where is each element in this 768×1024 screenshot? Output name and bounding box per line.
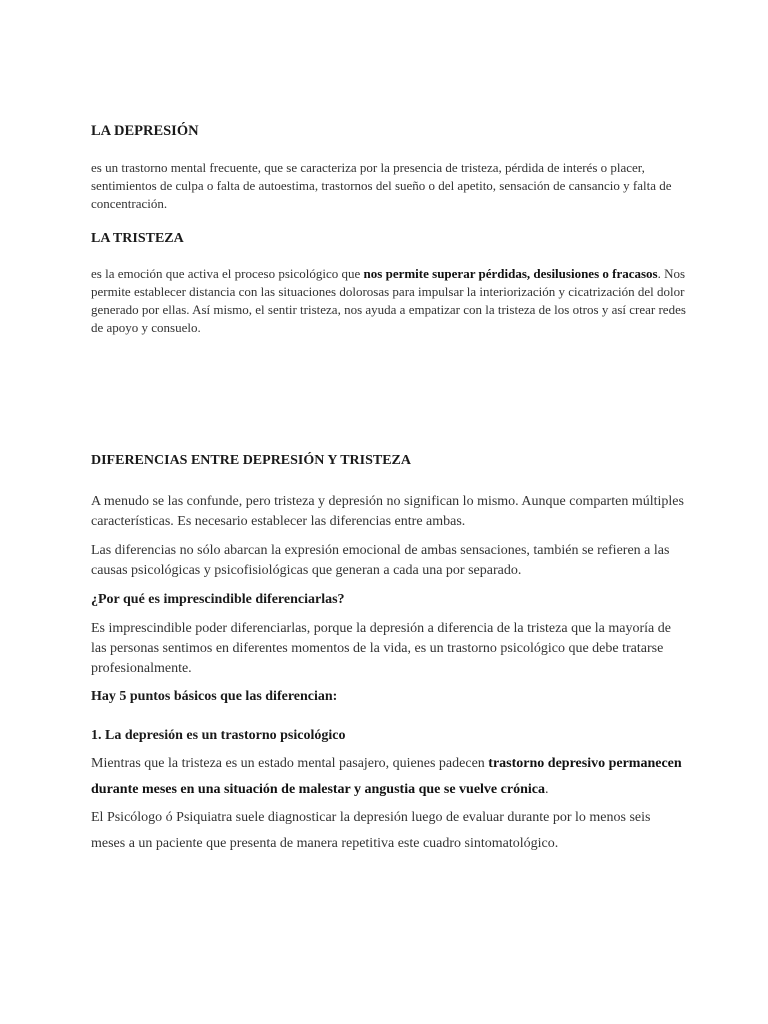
paragraph-tristeza [91, 265, 686, 337]
tristeza-text-end: . Nos permite establecer distancia con las situaciones dolorosas para impulsar la interiorización y cicatrización del dolor generado por ellas. Así mismo, el sentir tristeza, nos ayuda a empatizar con la tristeza de los otros y así crear redes de apoyo y consuelo. [91, 266, 686, 335]
point-1-text-end: . [544, 782, 549, 797]
paragraph-depresion: es un trastorno mental frecuente, que se caracteriza por la presencia de tristeza, pérdida de interés o placer, sentimientos de culpa o falta de autoestima, trastornos del sueño o del apetito, sensación de cansancio y falta de concentración. [91, 160, 672, 211]
heading-diferencias: DIFERENCIAS ENTRE DEPRESIÓN Y TRISTEZA [91, 453, 412, 468]
point-1-paragraph-2: El Psicólogo ó Psiquiatra suele diagnosticar la depresión luego de evaluar durante por lo menos seis meses a un paciente que presenta de manera repetitiva este cuadro sintomatológico. [91, 810, 651, 851]
point-1-text-start: Mientras que la tristeza es un estado mental pasajero, quienes padecen [91, 756, 489, 771]
tristeza-bold-text: nos permite superar pérdidas, desilusiones o fracasos [363, 266, 658, 281]
heading-tristeza: LA TRISTEZA [91, 231, 184, 246]
points-heading: Hay 5 puntos básicos que las diferencian: [91, 689, 338, 704]
paragraph-diferencias-1: A menudo se las confunde, pero tristeza y depresión no significan lo mismo. Aunque comparten múltiples características. Es necesario establecer las diferencias entre ambas. [91, 494, 684, 529]
paragraph-diferencias-2: Las diferencias no sólo abarcan la expresión emocional de ambas sensaciones, también se refieren a las causas psicológicas y psicofisiológicas que generan a cada una por separado. [91, 543, 670, 578]
paragraph-diferencias-3: Es imprescindible poder diferenciarlas, porque la depresión a diferencia de la tristeza que la mayoría de las personas sentimos en diferentes momentos de la vida, es un trastorno psicológico que debe tratarse profesionalmente. [91, 621, 671, 676]
point-1-bold-text: trastorno depresivo permanecen durante meses en una situación de malestar y angustia que se vuelve crónica [91, 756, 682, 797]
heading-depresion: LA DEPRESIÓN [91, 123, 199, 139]
tristeza-text-start: es la emoción que activa el proceso psicológico que [91, 266, 364, 281]
point-1-heading: 1. La depresión es un trastorno psicológico [91, 728, 346, 743]
point-1-paragraph [91, 751, 686, 803]
question-heading: ¿Por qué es imprescindible diferenciarlas? [91, 592, 345, 607]
